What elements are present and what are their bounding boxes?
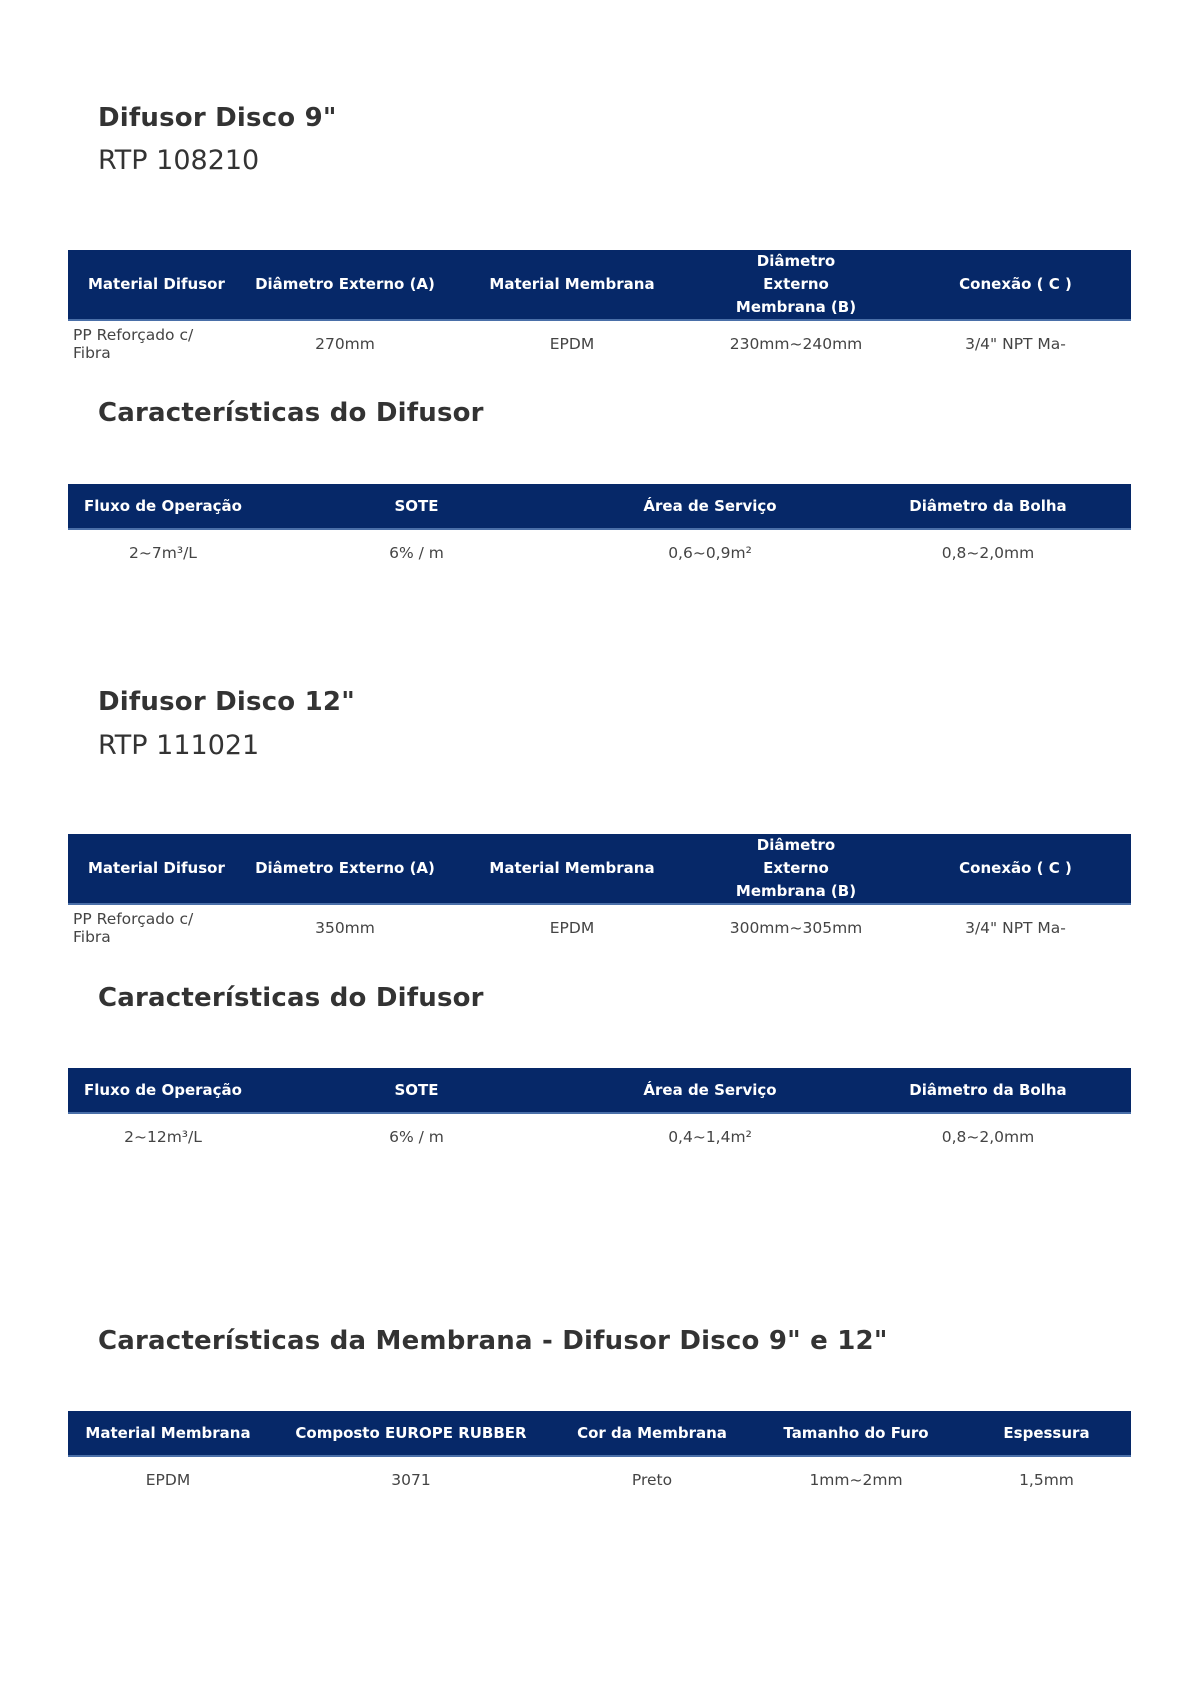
header-cell: Composto EUROPE RUBBER (268, 1411, 554, 1456)
header-cell: Diâmetro Externo (A) (238, 834, 452, 904)
table-row (68, 1113, 1131, 1160)
section-heading: Características do Difusor (98, 983, 484, 1013)
header-cell: Conexão ( C ) (900, 250, 1131, 320)
table-header-row (68, 1068, 1131, 1113)
product-spec-table (68, 834, 1131, 951)
header-cell: Diâmetro Externo Membrana (B) (692, 834, 900, 904)
table-header-row (68, 250, 1131, 320)
membrane-characteristics-table (68, 1411, 1131, 1503)
product-spec-table (68, 250, 1131, 367)
header-cell: Material Membrana (68, 1411, 268, 1456)
header-cell: Material Difusor (68, 834, 238, 904)
table-cell: 2~7m³/L (129, 544, 197, 562)
table-row (68, 1456, 1131, 1503)
header-cell: Diâmetro da Bolha (845, 484, 1131, 529)
table-cell: 270mm (315, 335, 375, 353)
table-cell: 1mm~2mm (809, 1471, 903, 1489)
table-cell: PP Reforçado c/ Fibra (73, 326, 194, 362)
table-cell: 0,6~0,9m² (668, 544, 752, 562)
header-cell: Fluxo de Operação (68, 484, 258, 529)
table-cell: EPDM (549, 919, 595, 937)
header-cell: Conexão ( C ) (900, 834, 1131, 904)
table-cell: 350mm (315, 919, 375, 937)
table-cell: 0,8~2,0mm (941, 544, 1035, 562)
table-cell: Preto (631, 1471, 673, 1489)
table-cell: PP Reforçado c/ Fibra (73, 910, 194, 946)
product-code: RTP 111021 (98, 730, 260, 761)
table-cell: 2~12m³/L (124, 1128, 202, 1146)
product-title: Difusor Disco 12" (98, 687, 355, 717)
header-cell: Diâmetro da Bolha (845, 1068, 1131, 1113)
diffuser-characteristics-table (68, 1068, 1131, 1160)
header-cell: Material Membrana (452, 834, 692, 904)
header-cell: Área de Serviço (575, 484, 845, 529)
table-header-row (68, 1411, 1131, 1456)
header-cell: Material Membrana (452, 250, 692, 320)
header-cell: Diâmetro Externo (A) (238, 250, 452, 320)
table-row (68, 529, 1131, 576)
header-cell: Cor da Membrana (554, 1411, 750, 1456)
table-cell: 6% / m (389, 1128, 444, 1146)
section-heading: Características do Difusor (98, 398, 484, 428)
table-cell: 3071 (391, 1471, 431, 1489)
table-cell: 3/4" NPT Ma- (965, 335, 1066, 353)
header-cell: Espessura (962, 1411, 1131, 1456)
header-cell: Material Difusor (68, 250, 238, 320)
product-code: RTP 108210 (98, 145, 260, 176)
table-row (68, 320, 1131, 367)
header-cell: Fluxo de Operação (68, 1068, 258, 1113)
product-title: Difusor Disco 9" (98, 103, 337, 133)
table-cell: 0,8~2,0mm (941, 1128, 1035, 1146)
table-cell: 0,4~1,4m² (668, 1128, 752, 1146)
table-cell: 6% / m (389, 544, 444, 562)
header-cell: SOTE (258, 1068, 575, 1113)
table-header-row (68, 834, 1131, 904)
header-cell: Área de Serviço (575, 1068, 845, 1113)
table-cell: EPDM (549, 335, 595, 353)
diffuser-characteristics-table (68, 484, 1131, 576)
table-cell: 3/4" NPT Ma- (965, 919, 1066, 937)
header-cell: Tamanho do Furo (750, 1411, 962, 1456)
membrane-heading: Características da Membrana - Difusor Disco 9" e 12" (98, 1326, 888, 1356)
header-cell: Diâmetro Externo Membrana (B) (692, 250, 900, 320)
header-cell: SOTE (258, 484, 575, 529)
table-row (68, 904, 1131, 951)
table-cell: 230mm~240mm (729, 335, 863, 353)
table-cell: EPDM (145, 1471, 191, 1489)
table-header-row (68, 484, 1131, 529)
table-cell: 300mm~305mm (729, 919, 863, 937)
table-cell: 1,5mm (1019, 1471, 1074, 1489)
